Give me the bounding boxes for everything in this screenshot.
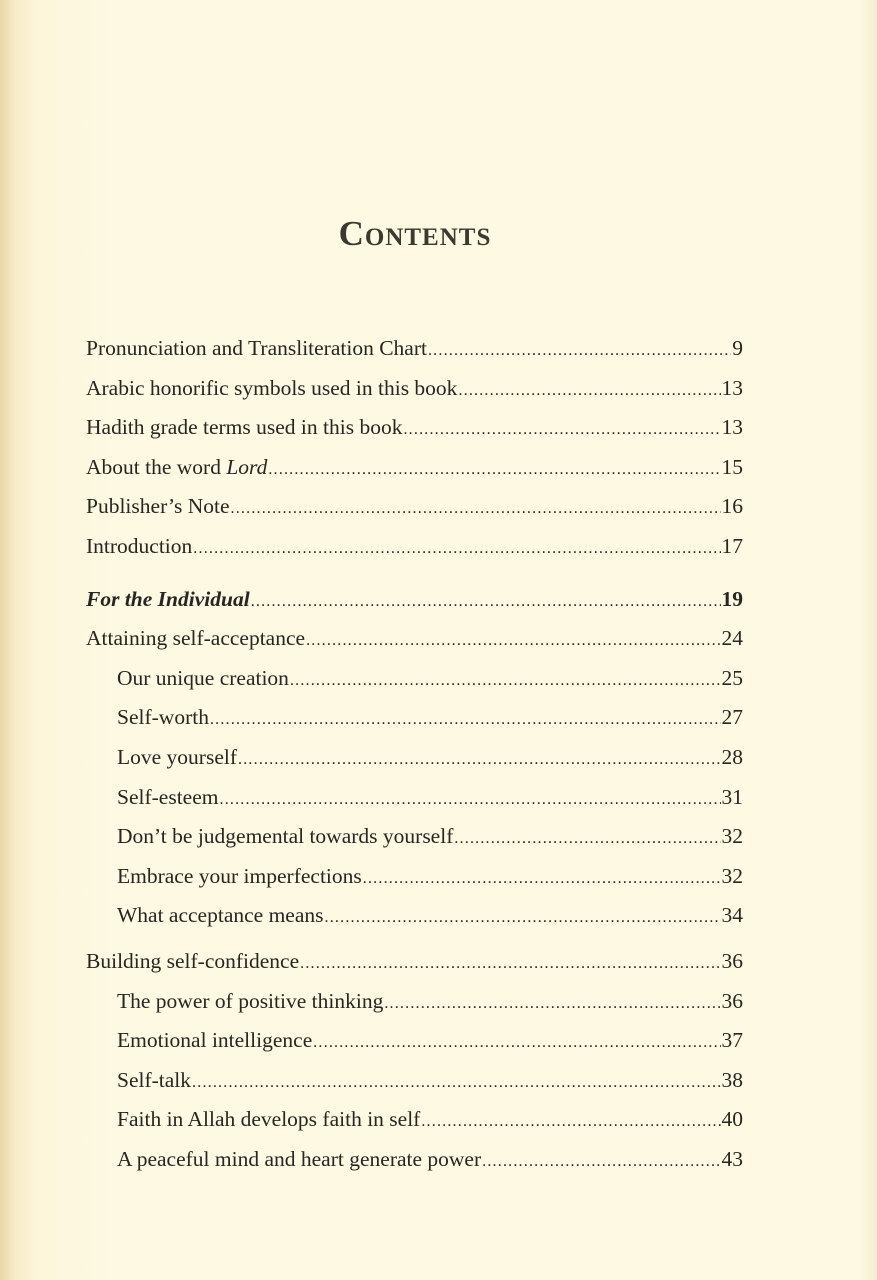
page-number: 9 (732, 336, 743, 360)
entry-title: The power of positive thinking (117, 988, 384, 1013)
entry-title: Self-worth (117, 705, 209, 730)
toc-subentry (86, 898, 743, 938)
page-title: Contents (338, 214, 492, 253)
entry-title: Publisher’s Note (86, 494, 230, 519)
toc-entry (86, 529, 743, 569)
toc-entry (86, 621, 743, 661)
dot-leader (325, 901, 721, 935)
entry-title: Faith in Allah develops faith in self (117, 1107, 421, 1132)
toc-section-heading (86, 582, 743, 622)
toc-subentry (86, 1023, 743, 1063)
dot-leader (268, 453, 720, 487)
page-number: 13 (721, 375, 743, 400)
entry-title: Our unique creation (117, 665, 289, 690)
toc-entry (86, 331, 743, 371)
entry-title: Pronunciation and Transliteration Chart (86, 336, 427, 360)
entry-title: What acceptance means (117, 903, 324, 928)
dot-leader (454, 822, 720, 856)
entry-title: Love yourself (117, 744, 238, 769)
dot-leader (313, 1026, 720, 1060)
toc-subentry (86, 661, 743, 701)
dot-leader (363, 862, 721, 896)
toc-subentry (86, 819, 743, 859)
entry-title (86, 450, 267, 484)
page-number: 28 (721, 744, 743, 769)
page-number: 32 (721, 863, 743, 888)
toc-entry (86, 410, 743, 450)
dot-leader (421, 1105, 720, 1139)
page-number: 37 (721, 1028, 743, 1053)
entry-title: Self-talk (117, 1067, 192, 1092)
dot-leader (306, 624, 720, 658)
page-number: 16 (721, 494, 743, 519)
dot-leader (238, 743, 720, 777)
entry-title: Emotional intelligence (117, 1028, 313, 1053)
toc-entry (86, 489, 743, 529)
toc-subentry (86, 1063, 743, 1103)
page-number: 27 (721, 705, 743, 730)
page-number: 32 (721, 824, 743, 849)
page-number: 25 (721, 665, 743, 690)
dot-leader (482, 1145, 720, 1179)
toc-subentry (86, 1102, 743, 1142)
dot-leader (428, 334, 731, 368)
dot-leader (290, 664, 721, 698)
toc-entry (86, 450, 743, 490)
entry-title-prefix: About the word (86, 454, 227, 479)
dot-leader (300, 947, 720, 981)
table-of-contents (86, 331, 743, 1181)
entry-title: A peaceful mind and heart generate power (117, 1146, 482, 1171)
entry-title: Embrace your imperfections (117, 863, 362, 888)
entry-title-italic: Lord (226, 454, 268, 479)
page-number: 34 (721, 903, 743, 928)
page-number: 31 (721, 784, 743, 809)
dot-leader (193, 532, 720, 566)
dot-leader (210, 703, 721, 737)
dot-leader (403, 413, 720, 447)
dot-leader (458, 374, 720, 408)
entry-title: For the Individual (86, 586, 250, 611)
toc-subentry (86, 700, 743, 740)
entry-title: Introduction (86, 533, 193, 558)
entry-title: Self-esteem (117, 784, 219, 809)
page-number: 40 (721, 1107, 743, 1132)
page-number: 43 (721, 1146, 743, 1171)
toc-subentry (86, 740, 743, 780)
toc-entry (86, 944, 743, 984)
page-number: 13 (721, 415, 743, 440)
page-number: 36 (721, 988, 743, 1013)
toc-subentry (86, 859, 743, 899)
toc-subentry (86, 984, 743, 1024)
toc-entry (86, 371, 743, 411)
entry-title: Attaining self-acceptance (86, 626, 306, 651)
entry-title: Don’t be judgemental towards yourself (117, 824, 454, 849)
dot-leader (231, 492, 721, 526)
dot-leader (384, 987, 720, 1021)
page-number: 38 (721, 1067, 743, 1092)
page-number: 19 (721, 586, 743, 611)
page-number: 36 (721, 948, 743, 973)
dot-leader (220, 783, 721, 817)
page-number: 24 (721, 626, 743, 651)
toc-subentry (86, 780, 743, 820)
entry-title: Arabic honorific symbols used in this book (86, 375, 458, 400)
entry-title: Building self-confidence (86, 948, 300, 973)
dot-leader (192, 1066, 720, 1100)
dot-leader (251, 585, 721, 619)
entry-title: Hadith grade terms used in this book (86, 415, 403, 440)
page-number: 15 (721, 454, 743, 479)
toc-subentry (86, 1142, 743, 1182)
page-number: 17 (721, 533, 743, 558)
